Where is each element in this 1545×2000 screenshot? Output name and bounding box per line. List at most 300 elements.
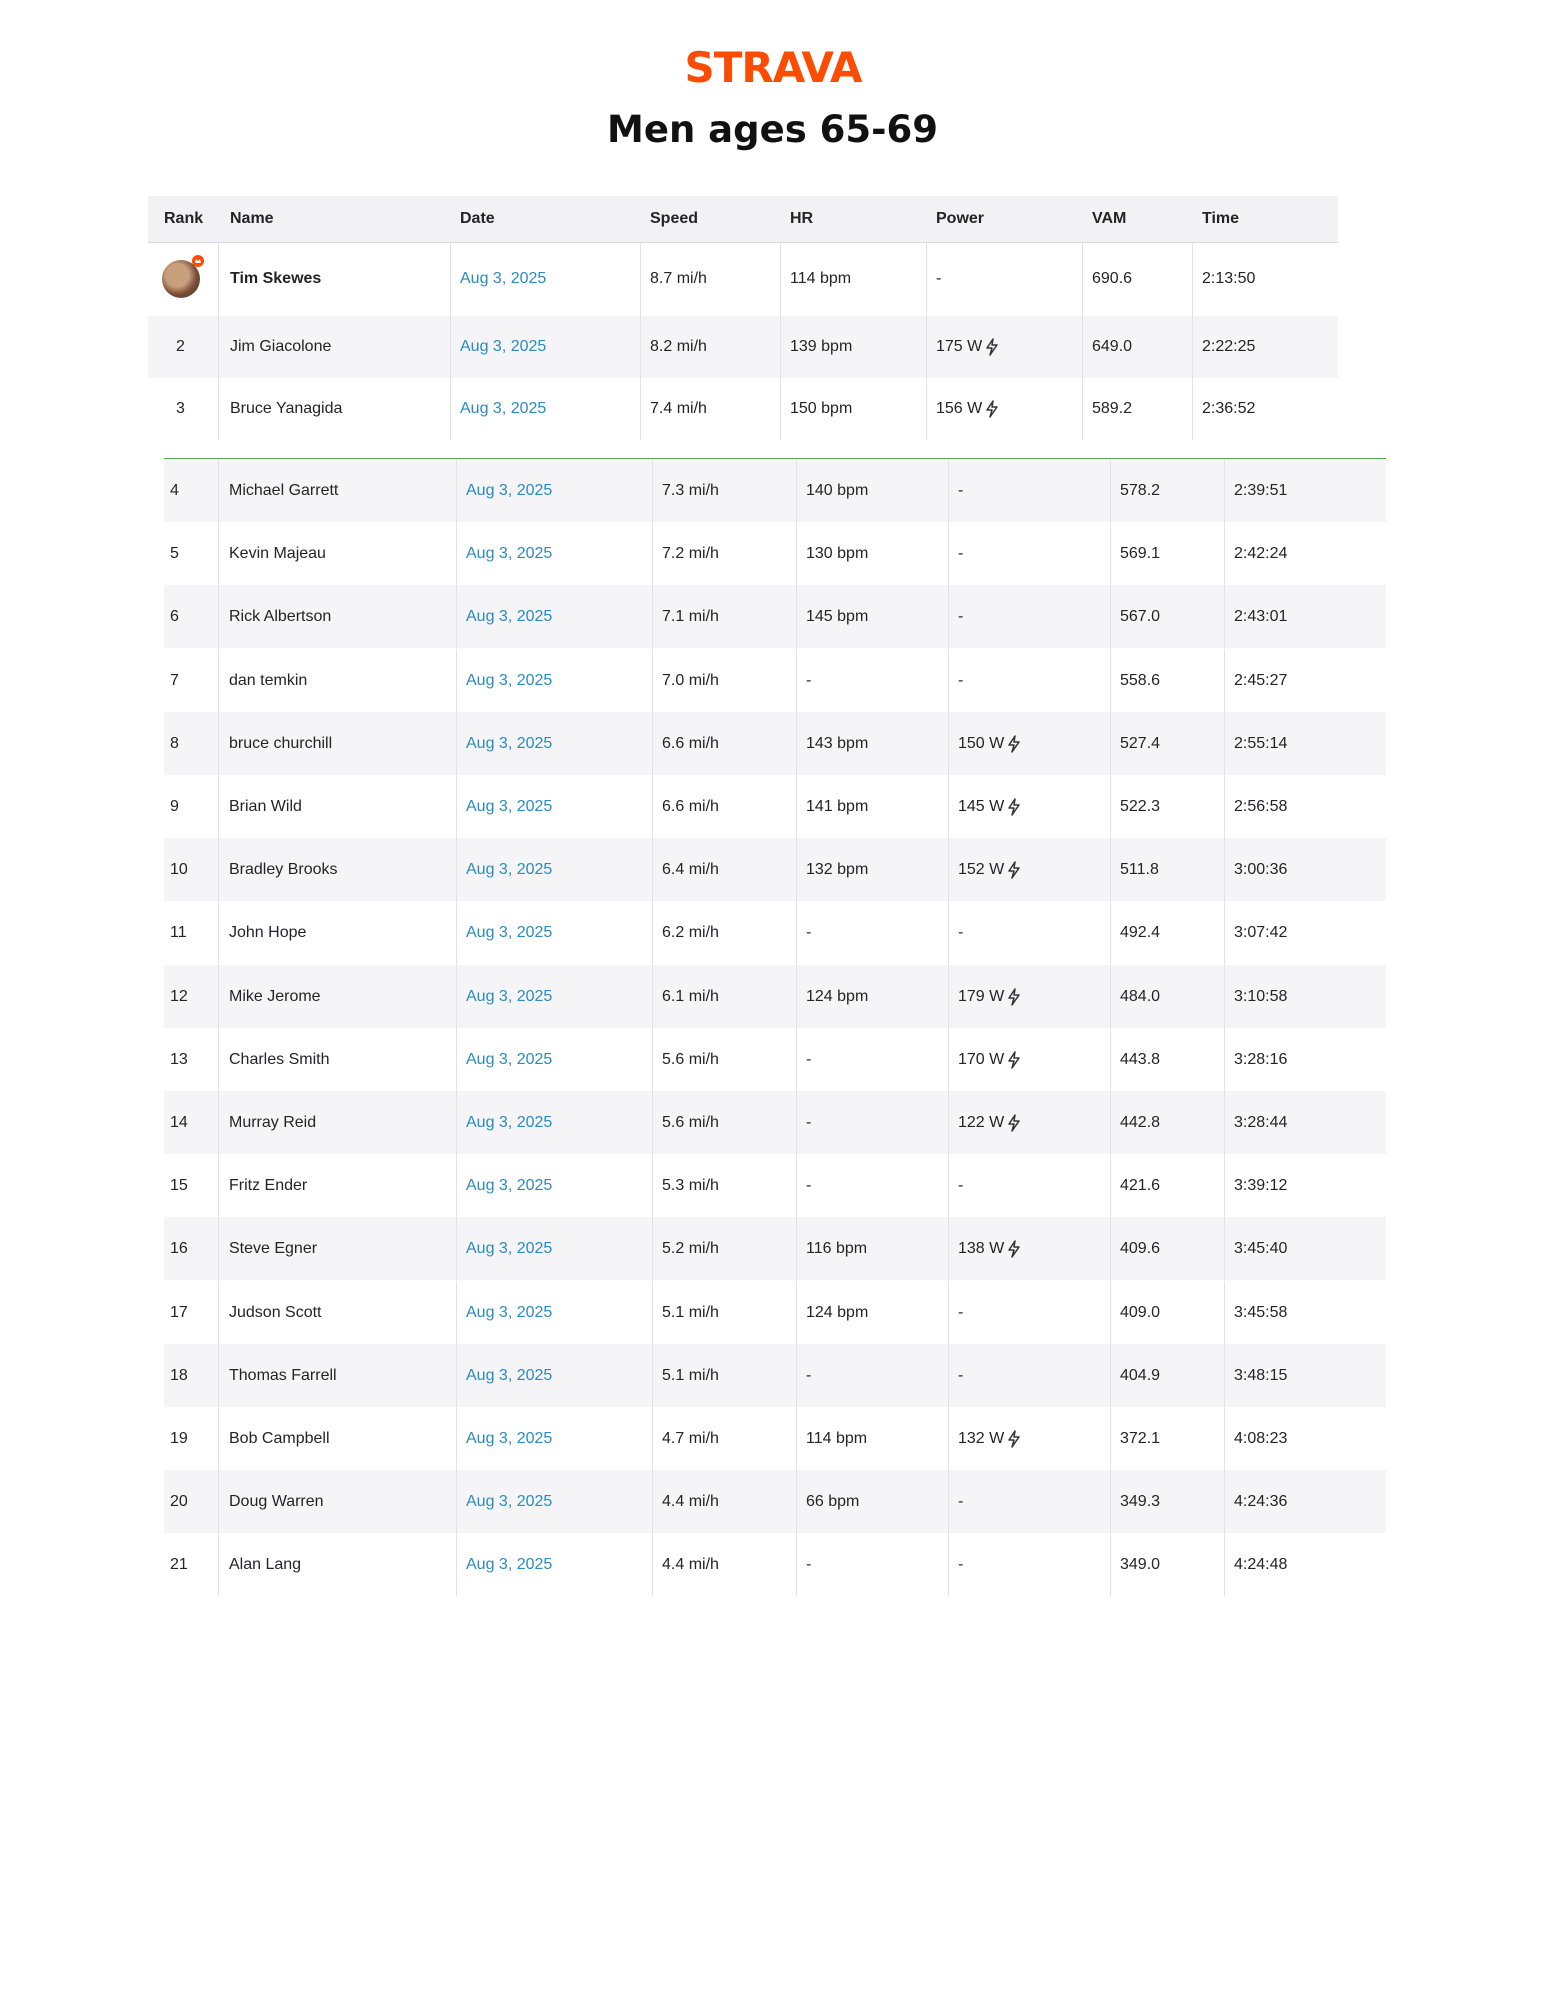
vam-cell-text: 492.4 [1120,924,1161,942]
vam-cell [1120,1177,1160,1195]
column-divider [456,901,457,964]
table-row[interactable] [164,901,1386,964]
column-divider [218,1407,219,1470]
time-cell [1234,988,1287,1006]
activity-date-link[interactable] [466,545,552,563]
column-divider [456,1533,457,1596]
column-divider [456,1217,457,1280]
hr-cell [806,798,868,816]
vam-cell [1120,608,1160,626]
rank-cell-text: 13 [170,1050,188,1068]
table-row[interactable] [164,649,1386,712]
column-divider [218,459,219,522]
activity-date-link-text[interactable]: Aug 3, 2025 [466,1050,553,1068]
activity-date-link[interactable] [466,1304,552,1322]
rank-cell [170,924,187,942]
athlete-name-link-text[interactable]: Kevin Majeau [229,545,326,563]
hr-cell [790,338,852,356]
crown-icon [191,254,205,268]
athlete-name-link-text[interactable]: Michael Garrett [229,482,339,499]
hr-cell-text: 143 bpm [806,734,869,752]
time-cell-text: 3:48:15 [1234,1366,1288,1384]
rank-cell [170,798,179,816]
table-row[interactable] [148,316,1338,378]
table-row[interactable] [164,522,1386,585]
time-cell-text: 2:13:50 [1202,270,1256,287]
lightning-icon [1007,798,1021,816]
athlete-name-link[interactable] [229,1304,322,1322]
rank-cell [170,1114,188,1132]
vam-cell-text: 443.8 [1120,1050,1161,1068]
activity-date-link-text[interactable]: Aug 3, 2025 [466,1556,553,1574]
time-cell [1234,735,1287,753]
athlete-name-link-text[interactable]: Murray Reid [229,1114,317,1131]
time-cell-text: 2:36:52 [1202,400,1256,417]
speed-cell-text: 5.6 mi/h [662,1114,719,1131]
column-divider [796,1028,797,1091]
activity-date-link-text[interactable]: Aug 3, 2025 [460,400,547,417]
speed-cell [650,270,707,288]
column-divider [456,1470,457,1533]
time-cell-text: 2:55:14 [1234,734,1288,752]
speed-cell [662,1114,719,1132]
activity-date-link[interactable] [466,924,552,942]
table-row[interactable] [148,242,1338,316]
power-cell [958,608,963,626]
column-divider [218,1281,219,1344]
time-cell [1234,861,1287,879]
activity-date-link[interactable] [466,735,552,753]
athlete-name-link[interactable] [230,338,331,356]
speed-cell-text: 6.6 mi/h [662,798,719,815]
activity-date-link-text[interactable]: Aug 3, 2025 [466,1114,553,1131]
hr-cell [806,482,868,500]
power-cell-text: 145 W [958,798,1005,816]
athlete-name-link-text[interactable]: Rick Albertson [229,608,332,626]
athlete-name-link[interactable] [229,1556,301,1574]
rank-cell-text: 20 [170,1493,188,1511]
power-cell [958,735,1021,753]
rank-cell [170,1556,188,1574]
athlete-name-link[interactable] [229,1430,330,1448]
power-cell-text: - [958,1556,964,1574]
table-row[interactable] [164,838,1386,901]
column-divider [1224,1028,1225,1091]
column-divider [456,965,457,1028]
activity-date-link-text[interactable]: Aug 3, 2025 [466,861,553,879]
activity-date-link-text[interactable]: Aug 3, 2025 [466,1430,553,1447]
power-cell [958,1051,1021,1069]
avatar[interactable] [162,260,200,298]
column-divider [456,585,457,648]
power-cell-text: - [958,1303,964,1321]
activity-date-link-text[interactable]: Aug 3, 2025 [466,1177,553,1195]
table-row[interactable] [164,775,1386,838]
athlete-name-link-text[interactable]: Mike Jerome [229,987,321,1005]
table-row[interactable] [164,1217,1386,1280]
vam-cell [1120,672,1160,690]
column-divider [948,965,949,1028]
table-row[interactable] [164,1154,1386,1217]
vam-cell-text: 690.6 [1092,270,1133,287]
column-divider [926,378,927,440]
activity-date-link[interactable] [466,1493,552,1511]
activity-date-link-text[interactable]: Aug 3, 2025 [466,482,553,499]
athlete-name-link[interactable] [229,482,338,500]
vam-cell-text: 349.3 [1120,1493,1161,1511]
col-time[interactable]: Time [1202,210,1240,227]
vam-cell-text: 409.6 [1120,1240,1161,1258]
athlete-name-link-text[interactable]: Alan Lang [229,1556,302,1574]
col-date[interactable]: Date [460,210,495,227]
athlete-name-link-text[interactable]: Jim Giacolone [230,338,332,355]
col-speed[interactable]: Speed [650,210,699,227]
rank-cell [176,338,185,356]
speed-cell-text: 4.4 mi/h [662,1493,719,1511]
column-divider [1192,242,1193,316]
strava-logo-icon [678,44,868,88]
activity-date-link-text[interactable]: Aug 3, 2025 [460,270,547,287]
hr-cell-text: 132 bpm [806,861,869,879]
time-cell-text: 3:28:16 [1234,1050,1288,1068]
column-divider [796,459,797,522]
column-divider [652,1344,653,1407]
lightning-icon [1007,861,1021,879]
athlete-name-link-text[interactable]: Thomas Farrell [229,1366,337,1384]
speed-cell [662,1493,719,1511]
column-divider [796,775,797,838]
activity-date-link-text[interactable]: Aug 3, 2025 [466,1366,553,1384]
column-divider [652,649,653,712]
power-cell [958,545,963,563]
athlete-name-link[interactable] [229,1493,324,1511]
time-cell-text: 2:56:58 [1234,798,1288,815]
activity-date-link[interactable] [466,861,552,879]
column-divider [1082,242,1083,316]
athlete-name-link-text[interactable]: bruce churchill [229,734,333,752]
athlete-name-link-text[interactable]: Judson Scott [229,1303,322,1321]
activity-date-link[interactable] [460,400,546,418]
athlete-name-link-text[interactable]: dan temkin [229,671,308,689]
time-cell-text: 3:10:58 [1234,987,1288,1005]
athlete-name-link[interactable] [229,1051,329,1069]
column-divider [948,1091,949,1154]
column-divider [948,712,949,775]
speed-cell-text: 5.1 mi/h [662,1366,719,1384]
table-row[interactable] [164,1533,1386,1596]
column-divider [652,1533,653,1596]
column-divider [796,1154,797,1217]
time-cell-text: 4:24:36 [1234,1493,1288,1511]
strava-logo [0,44,1545,94]
vam-cell [1120,988,1160,1006]
column-divider [948,1470,949,1533]
power-cell-text: - [958,671,964,689]
time-cell-text: 4:24:48 [1234,1556,1288,1574]
speed-cell [662,988,719,1006]
column-divider [796,649,797,712]
column-divider [456,775,457,838]
athlete-name-link[interactable] [229,1114,316,1132]
speed-cell-text: 4.7 mi/h [662,1430,719,1447]
page-title: Men ages 65-69 [607,108,938,151]
athlete-name-link[interactable] [229,545,326,563]
rank-cell [170,1304,188,1322]
time-cell [1234,545,1287,563]
power-cell [958,1430,1021,1448]
activity-date-link[interactable] [466,672,552,690]
activity-date-link-text[interactable]: Aug 3, 2025 [466,1493,553,1511]
hr-cell [806,1304,868,1322]
hr-cell [806,1177,811,1195]
speed-cell [662,861,719,879]
column-divider [652,1028,653,1091]
power-cell [958,1493,963,1511]
table-row[interactable] [164,965,1386,1028]
activity-date-link-text[interactable]: Aug 3, 2025 [466,734,553,752]
activity-date-link[interactable] [460,338,546,356]
hr-cell-text: - [806,1366,812,1384]
athlete-name-link[interactable] [229,988,321,1006]
activity-date-link-text[interactable]: Aug 3, 2025 [466,798,553,815]
speed-cell [662,735,719,753]
column-divider [1224,1470,1225,1533]
column-divider [796,585,797,648]
time-cell-text: 2:42:24 [1234,545,1288,563]
athlete-name-link[interactable] [229,924,306,942]
column-divider [450,242,451,316]
column-divider [218,965,219,1028]
athlete-name-link-text[interactable]: Tim Skewes [230,270,322,287]
column-divider [218,316,219,378]
hr-cell-text: 66 bpm [806,1493,860,1511]
activity-date-link-text[interactable]: Aug 3, 2025 [466,545,553,563]
power-cell-text: - [958,1493,964,1511]
vam-cell-text: 569.1 [1120,545,1161,563]
column-divider [218,242,219,316]
activity-date-link[interactable] [466,1114,552,1132]
rank-cell [170,1367,188,1385]
table-row[interactable] [164,1344,1386,1407]
column-divider [1110,1533,1111,1596]
power-cell-text: 152 W [958,861,1005,879]
column-divider [456,459,457,522]
column-divider [456,522,457,585]
table-row[interactable] [148,378,1338,440]
rank-cell-text: 21 [170,1556,188,1574]
rank-cell-text: 18 [170,1366,188,1384]
athlete-name-link[interactable] [229,608,331,626]
vam-cell-text: 484.0 [1120,987,1161,1005]
column-divider [1110,1028,1111,1091]
activity-date-link[interactable] [466,988,552,1006]
speed-cell-text: 5.1 mi/h [662,1303,719,1321]
activity-date-link[interactable] [466,608,552,626]
column-divider [456,649,457,712]
activity-date-link-text[interactable]: Aug 3, 2025 [466,1303,553,1321]
hr-cell-text: - [806,1556,812,1574]
column-divider [1110,649,1111,712]
rank-cell-text: 17 [170,1303,188,1321]
column-divider [926,242,927,316]
power-cell [958,1304,963,1322]
power-cell-text: 170 W [958,1051,1005,1069]
time-cell-text: 3:39:12 [1234,1177,1288,1195]
col-name[interactable]: Name [230,210,274,227]
power-cell [958,672,963,690]
rank-cell [170,545,179,563]
column-divider [1224,1344,1225,1407]
vam-cell-text: 649.0 [1092,338,1133,355]
table-row[interactable] [164,585,1386,648]
activity-date-link[interactable] [466,798,552,816]
rank-cell [170,1493,188,1511]
table-row[interactable] [164,712,1386,775]
athlete-name-link[interactable] [229,1367,337,1385]
vam-cell [1120,1240,1160,1258]
hr-cell-text: 139 bpm [790,338,853,355]
col-vam[interactable]: VAM [1092,210,1127,227]
hr-cell-text: - [806,924,812,942]
column-divider [640,378,641,440]
column-divider [780,316,781,378]
activity-date-link-text[interactable]: Aug 3, 2025 [466,987,553,1005]
speed-cell-text: 6.1 mi/h [662,987,719,1005]
column-divider [1224,649,1225,712]
athlete-name-link[interactable] [229,861,338,879]
athlete-name-link[interactable] [229,735,332,753]
table-row[interactable] [164,1028,1386,1091]
athlete-name-link-text[interactable]: John Hope [229,924,307,942]
activity-date-link-text[interactable]: Aug 3, 2025 [460,338,547,355]
activity-date-link[interactable] [466,1556,552,1574]
vam-cell [1120,1304,1160,1322]
activity-date-link-text[interactable]: Aug 3, 2025 [466,1240,553,1258]
lightning-icon [1007,1114,1021,1132]
rank-cell [170,988,188,1006]
activity-date-link[interactable] [466,1177,552,1195]
power-cell-text: - [958,924,964,942]
time-cell [1234,1051,1287,1069]
power-cell-text: 156 W [936,400,983,418]
column-divider [796,1281,797,1344]
column-divider [948,459,949,522]
vam-cell-text: 567.0 [1120,608,1161,626]
hr-cell-text: 114 bpm [790,270,852,287]
column-divider [948,838,949,901]
col-hr[interactable]: HR [790,210,814,227]
time-cell [1234,798,1287,816]
rank-cell [170,1430,188,1448]
time-cell [1234,672,1287,690]
power-cell [958,924,963,942]
column-divider [796,1344,797,1407]
column-divider [1224,1217,1225,1280]
table-row[interactable] [164,459,1386,522]
time-cell [1202,270,1255,288]
column-divider [1224,1407,1225,1470]
rank-cell-text: 19 [170,1430,188,1447]
activity-date-link[interactable] [466,1240,552,1258]
hr-cell [806,1051,811,1069]
hr-cell [806,924,811,942]
hr-cell [806,1367,811,1385]
activity-date-link-text[interactable]: Aug 3, 2025 [466,608,553,626]
power-cell-text: - [958,545,964,563]
speed-cell-text: 5.3 mi/h [662,1177,719,1195]
vam-cell-text: 527.4 [1120,734,1161,752]
column-divider [948,522,949,585]
hr-cell [806,545,868,563]
power-cell-text: 138 W [958,1240,1005,1258]
time-cell [1234,1493,1287,1511]
athlete-name-link[interactable] [229,672,307,690]
speed-cell-text: 6.4 mi/h [662,861,719,879]
vam-cell-text: 522.3 [1120,798,1161,815]
speed-cell-text: 4.4 mi/h [662,1556,719,1574]
hr-cell [790,400,852,418]
athlete-name-link-text[interactable]: Bruce Yanagida [230,400,343,417]
table-row[interactable] [164,1091,1386,1154]
athlete-name-link-text[interactable]: Fritz Ender [229,1177,308,1195]
speed-cell-text: 5.6 mi/h [662,1050,719,1068]
activity-date-link[interactable] [466,482,552,500]
athlete-name-link-text[interactable]: Bradley Brooks [229,861,338,879]
athlete-name-link[interactable] [230,400,342,418]
col-power[interactable]: Power [936,210,985,227]
vam-cell [1120,1114,1160,1132]
column-divider [1110,1470,1111,1533]
power-cell [958,1177,963,1195]
power-cell-text: - [936,270,942,287]
column-divider [1224,459,1225,522]
activity-date-link-text[interactable]: Aug 3, 2025 [466,671,553,689]
column-divider [652,1470,653,1533]
athlete-name-link[interactable] [229,1177,307,1195]
column-divider [218,1091,219,1154]
activity-date-link[interactable] [466,1051,552,1069]
athlete-name-link[interactable] [229,798,302,816]
column-divider [1224,775,1225,838]
column-divider [796,1091,797,1154]
column-divider [796,901,797,964]
athlete-name-link-text[interactable]: Brian Wild [229,798,302,815]
rank-cell-text: 16 [170,1240,188,1258]
table-row[interactable] [164,1281,1386,1344]
time-cell-text: 3:00:36 [1234,861,1288,879]
hr-cell [806,1493,859,1511]
vam-cell [1120,1430,1160,1448]
vam-cell-text: 372.1 [1120,1430,1161,1447]
vam-cell-text: 511.8 [1120,861,1159,879]
athlete-name-link-text[interactable]: Charles Smith [229,1050,330,1068]
athlete-name-link-text[interactable]: Bob Campbell [229,1430,330,1447]
power-cell [958,988,1021,1006]
athlete-name-link[interactable] [230,270,321,288]
speed-cell-text: 8.2 mi/h [650,338,707,355]
activity-date-link-text[interactable]: Aug 3, 2025 [466,924,553,942]
table-row[interactable] [164,1407,1386,1470]
vam-cell [1120,798,1160,816]
table-row[interactable] [164,1470,1386,1533]
activity-date-link[interactable] [466,1430,552,1448]
col-rank[interactable]: Rank [164,210,204,227]
athlete-name-link-text[interactable]: Doug Warren [229,1493,324,1511]
athlete-name-link-text[interactable]: Steve Egner [229,1240,318,1258]
activity-date-link[interactable] [460,270,546,288]
athlete-name-link[interactable] [229,1240,317,1258]
activity-date-link[interactable] [466,1367,552,1385]
